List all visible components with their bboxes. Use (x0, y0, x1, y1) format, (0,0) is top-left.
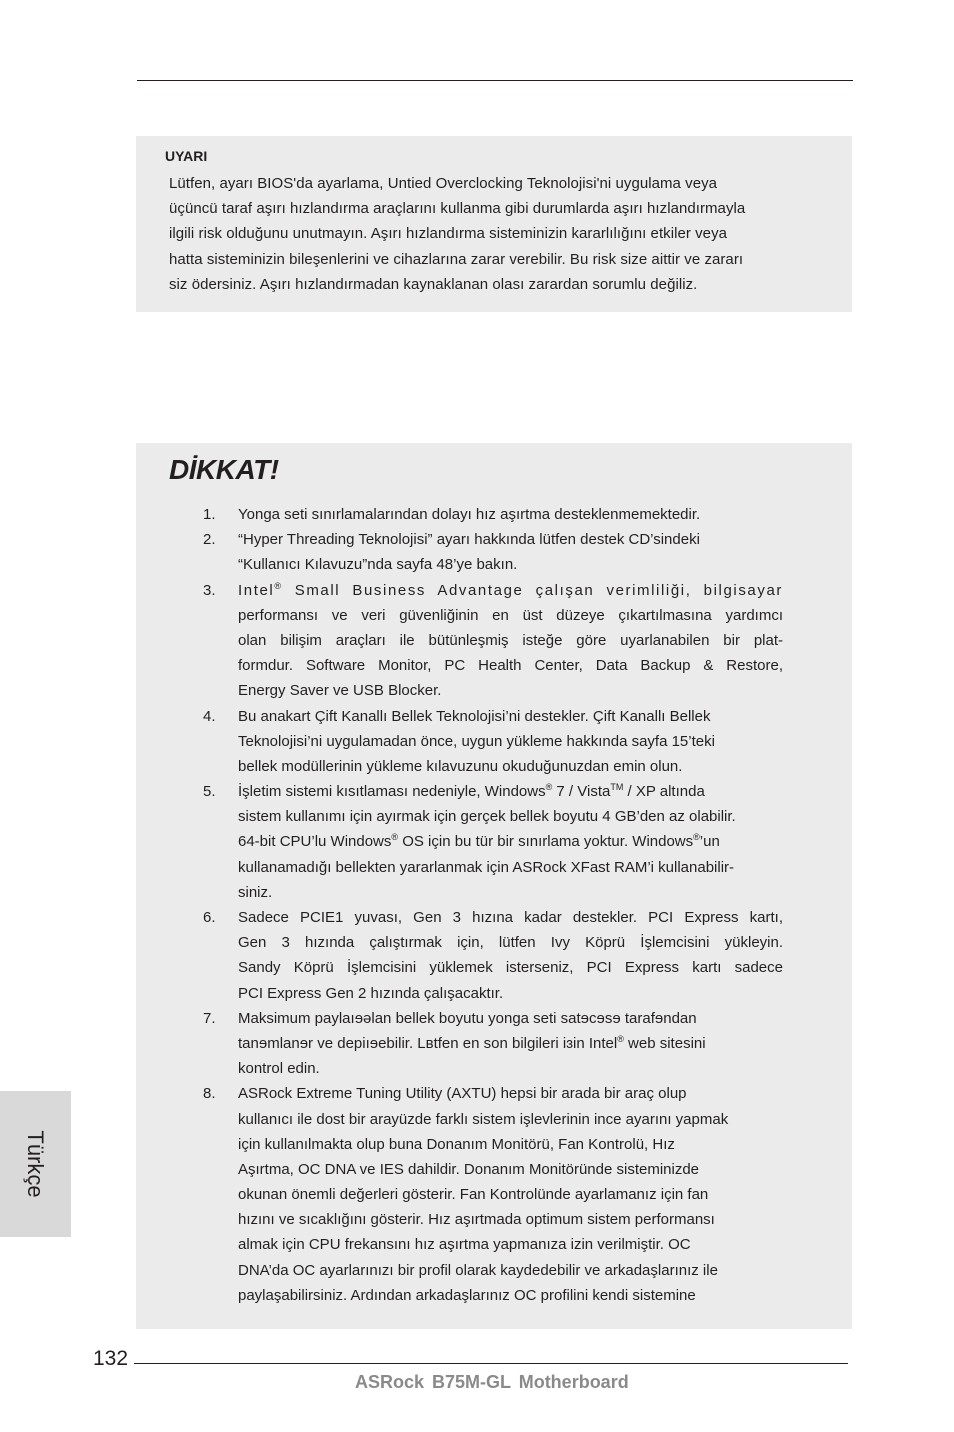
notice-item-line: Sadece PCIE1 yuvası, Gen 3 hızına kadar destekler. PCI Express kartı, (238, 909, 783, 926)
notice-item-line: olan bilişim araçları ile bütünleşmiş isteğe göre uyarlanabilen bir plat- (238, 631, 783, 649)
notice-item (136, 704, 852, 780)
warning-box (136, 136, 852, 312)
notice-item-line: okunan önemli değerleri gösterir. Fan Kontrolünde ayarlamanız için fan (238, 1186, 709, 1204)
notice-item-number: 3. (203, 581, 216, 599)
notice-item-number: 6. (203, 909, 216, 926)
warning-line: Lütfen, ayarı BIOS'da ayarlama, Untied Overclocking Teknolojisi'ni uygulama veya (169, 175, 718, 192)
notice-item-number: 8. (203, 1085, 216, 1103)
notice-item-line: siniz. (238, 883, 273, 901)
footer-product-name: ASRock B75M-GL Motherboard (355, 1372, 629, 1392)
notice-item-line: Yonga seti sınırlamalarından dolayı hız aşırtma desteklenmemektedir. (238, 506, 701, 523)
notice-item-number: 1. (203, 506, 216, 523)
notice-item-line: kontrol edin. (238, 1060, 320, 1078)
notice-item-line: sistem kullanımı için ayırmak için gerçek bellek boyutu 4 GB’den az olabilir. (238, 808, 736, 826)
notice-item-line: Intel® Small Business Advantage çalışan verimliliği, bilgisayar (238, 580, 783, 599)
notice-item-line: Gen 3 hızında çalıştırmak için, lütfen Ivy Köprü İşlemcisini yükleyin. (238, 934, 783, 952)
notice-item-line: kullanamadığı bellekten yararlanmak için ASRock XFast RAM’i kullanabilir- (238, 858, 735, 876)
warning-text (169, 171, 745, 297)
notice-box (136, 443, 852, 1329)
language-tab (0, 1091, 71, 1237)
language-tab-label: Türkçe (23, 1130, 48, 1198)
notice-item-line: ASRock Extreme Tuning Utility (AXTU) hepsi bir arada bir araç olup (238, 1085, 687, 1103)
top-divider (137, 80, 853, 81)
notice-item-line: “Hyper Threading Teknolojisi” ayarı hakkında lütfen destek CD’sindeki (238, 531, 700, 549)
notice-item-line: Teknolojisi’ni uygulamadan önce, uygun yükleme hakkında sayfa 15’teki (238, 732, 715, 750)
notice-list (136, 502, 852, 1308)
notice-item (136, 1081, 852, 1308)
notice-item-number: 7. (203, 1009, 216, 1027)
notice-item-line: tanɘmlanɘr ve depiıɘebilir. Lвtfen en son bilgileri iɜin Intel® web sitesini (238, 1033, 706, 1052)
warning-line: siz ödersiniz. Aşırı hızlandırmadan kaynaklanan olası zarardan sorumlu değiliz. (169, 275, 698, 293)
notice-item-number: 5. (203, 783, 216, 801)
notice-item-number: 2. (203, 531, 216, 549)
notice-item-line: kullanıcı ile dost bir arayüzde farklı sistem işlevlerinin ince ayarını yapmak (238, 1110, 729, 1128)
notice-item-line: Energy Saver ve USB Blocker. (238, 682, 442, 700)
notice-item-line: Maksimum paylaıɘəlan bellek boyutu yonga seti satɘcɘsɘ tarafɘndan (238, 1009, 697, 1027)
notice-title: DİKKAT! (169, 454, 279, 485)
notice-item-line: DNA’da OC ayarlarınızı bir profil olarak kaydedebilir ve arkadaşlarınız ile (238, 1261, 718, 1279)
warning-line: hatta sisteminizin bileşenlerini ve cihazlarına zarar verebilir. Bu risk size aittir ve zararı (169, 250, 744, 268)
page-number: 132 (93, 1347, 129, 1370)
notice-item-line: formdur. Software Monitor, PC Health Center, Data Backup & Restore, (238, 657, 783, 675)
notice-item-line: bellek modüllerinin yükleme kılavuzunu okuduğunuzdan emin olun. (238, 757, 683, 775)
notice-item-line: Aşırtma, OC DNA ve IES dahildir. Donanım Monitöründe sisteminizde (238, 1160, 700, 1178)
notice-item-line: performansı ve veri güvenliğinin en üst düzeye çıkartılmasına yardımcı (238, 606, 783, 624)
notice-item-line: paylaşabilirsiniz. Ardından arkadaşlarınız OC profilini kendi sistemine (238, 1286, 696, 1304)
notice-item (136, 578, 852, 704)
notice-item-line: hızını ve sıcaklığını gösterir. Hız aşırtmada optimum sistem performansı (238, 1211, 715, 1229)
notice-item-line: “Kullanıcı Kılavuzu”nda sayfa 48’ye bakın. (238, 556, 518, 574)
notice-item (136, 502, 852, 527)
bottom-divider (134, 1363, 848, 1364)
notice-item-line: Sandy Köprü İşlemcisini yüklemek isterseniz, PCI Express kartı sadece (238, 959, 783, 977)
warning-line: ilgili risk olduğunu unutmayın. Aşırı hızlandırma sisteminizin kararlılığını etkiler veya (169, 225, 728, 243)
notice-item (136, 1006, 852, 1082)
notice-item (136, 527, 852, 577)
warning-title: UYARI (165, 148, 208, 164)
notice-item-number: 4. (203, 707, 216, 725)
notice-item-line: 64-bit CPU’lu Windows® OS için bu tür bir sınırlama yoktur. Windows®’un (238, 832, 720, 851)
notice-item-line: Bu anakart Çift Kanallı Bellek Teknolojisi’ni destekler. Çift Kanallı Bellek (238, 707, 711, 725)
notice-item-line: İşletim sistemi kısıtlaması nedeniyle, Windows® 7 / Vista™ / XP altında (238, 782, 705, 801)
notice-item (136, 779, 852, 905)
notice-item-line: için kullanılmakta olup buna Donanım Monitörü, Fan Kontrolü, Hız (238, 1135, 675, 1153)
warning-line: üçüncü taraf aşırı hızlandırma araçlarını kullanma gibi durumlarda aşırı hızlandırmayla (169, 200, 746, 218)
notice-item-line: almak için CPU frekansını hız aşırtma yapmanıza izin verilmiştir. OC (238, 1236, 691, 1254)
notice-item (136, 905, 852, 1006)
notice-item-line: PCI Express Gen 2 hızında çalışacaktır. (238, 984, 504, 1002)
